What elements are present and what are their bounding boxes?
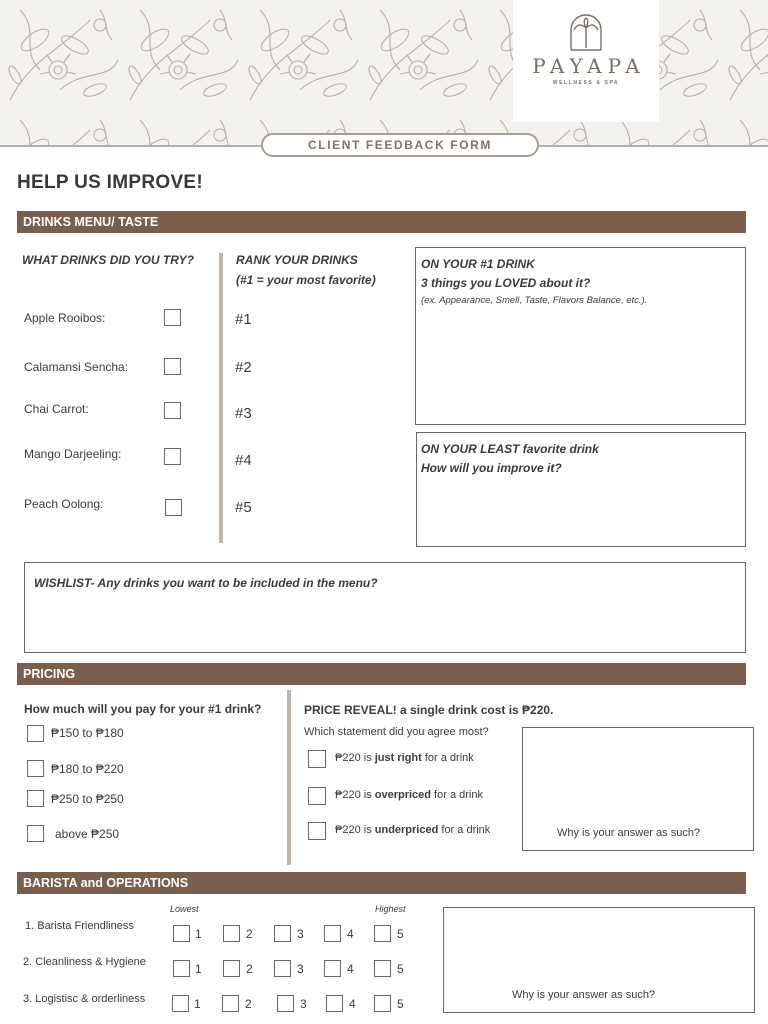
drink-checkbox-calamansi-sencha[interactable] bbox=[164, 358, 181, 375]
drink-checkbox-chai-carrot[interactable] bbox=[164, 402, 181, 419]
rating-checkbox[interactable] bbox=[274, 960, 291, 977]
rating-checkbox[interactable] bbox=[274, 925, 291, 942]
drink-checkbox-apple-rooibos[interactable] bbox=[164, 309, 181, 326]
top-drink-answer-box[interactable] bbox=[415, 247, 746, 425]
drink-label: Calamansi Sencha: bbox=[24, 360, 129, 374]
drink-checkbox-peach-oolong[interactable] bbox=[165, 499, 182, 516]
rating-number: 2 bbox=[246, 927, 253, 941]
criterion-label: 2. Cleanliness & Hygiene bbox=[23, 956, 146, 968]
drink-label: Mango Darjeeling: bbox=[24, 447, 122, 461]
form-title-badge: CLIENT FEEDBACK FORM bbox=[261, 133, 539, 157]
rating-checkbox[interactable] bbox=[173, 960, 190, 977]
rank-slot[interactable]: #3 bbox=[235, 405, 252, 422]
rating-number: 3 bbox=[300, 997, 307, 1011]
rating-number: 3 bbox=[297, 927, 304, 941]
least-drink-subquestion: How will you improve it? bbox=[421, 461, 562, 475]
rating-number: 3 bbox=[297, 962, 304, 976]
rating-checkbox[interactable] bbox=[222, 995, 239, 1012]
pricing-why-prompt: Why is your answer as such? bbox=[557, 827, 701, 839]
statement-checkbox-overpriced[interactable] bbox=[308, 787, 326, 805]
barista-why-prompt: Why is your answer as such? bbox=[512, 989, 656, 1001]
palm-arch-icon bbox=[568, 14, 604, 52]
rating-checkbox[interactable] bbox=[326, 995, 343, 1012]
least-drink-question: ON YOUR LEAST favorite drink bbox=[421, 442, 599, 456]
section-header-barista: BARISTA and OPERATIONS bbox=[17, 872, 746, 894]
rating-checkbox[interactable] bbox=[324, 960, 341, 977]
statement-label: ₱220 is underpriced for a drink bbox=[335, 824, 491, 836]
top-drink-subquestion: 3 things you LOVED about it? bbox=[421, 276, 591, 290]
criterion-label: 3. Logistisc & orderliness bbox=[23, 993, 146, 1005]
rating-checkbox[interactable] bbox=[374, 995, 391, 1012]
rating-checkbox[interactable] bbox=[223, 925, 240, 942]
column-divider bbox=[219, 253, 223, 543]
statement-checkbox-underpriced[interactable] bbox=[308, 822, 326, 840]
criterion-label: 1. Barista Friendliness bbox=[25, 920, 134, 932]
rank-slot[interactable]: #5 bbox=[235, 499, 252, 516]
rating-number: 2 bbox=[245, 997, 252, 1011]
drinks-tried-question: WHAT DRINKS DID YOU TRY? bbox=[22, 253, 195, 267]
drink-label: Apple Rooibos: bbox=[24, 311, 106, 325]
rating-checkbox[interactable] bbox=[173, 925, 190, 942]
rating-number: 4 bbox=[347, 927, 354, 941]
drink-checkbox-mango-darjeeling[interactable] bbox=[164, 448, 181, 465]
rating-checkbox[interactable] bbox=[277, 995, 294, 1012]
rating-number: 4 bbox=[347, 962, 354, 976]
rank-slot[interactable]: #2 bbox=[235, 359, 252, 376]
rating-number: 2 bbox=[246, 962, 253, 976]
rating-number: 4 bbox=[349, 997, 356, 1011]
rank-slot[interactable]: #1 bbox=[235, 311, 252, 328]
drink-label: Chai Carrot: bbox=[24, 402, 89, 416]
price-option-checkbox[interactable] bbox=[27, 725, 44, 742]
column-divider bbox=[287, 690, 291, 865]
rating-checkbox[interactable] bbox=[223, 960, 240, 977]
price-option-checkbox[interactable] bbox=[27, 760, 44, 777]
page-title: HELP US IMPROVE! bbox=[17, 172, 204, 193]
rating-checkbox[interactable] bbox=[374, 960, 391, 977]
price-option-label: ₱250 to ₱250 bbox=[51, 792, 124, 806]
rating-checkbox[interactable] bbox=[172, 995, 189, 1012]
statement-checkbox-just-right[interactable] bbox=[308, 750, 326, 768]
rank-question: RANK YOUR DRINKS bbox=[236, 253, 358, 267]
rating-number: 1 bbox=[195, 962, 202, 976]
rating-number: 1 bbox=[195, 927, 202, 941]
rank-note: (#1 = your most favorite) bbox=[236, 273, 376, 287]
scale-highest-label: Highest bbox=[375, 904, 406, 914]
rating-checkbox[interactable] bbox=[324, 925, 341, 942]
section-header-drinks: DRINKS MENU/ TASTE bbox=[17, 211, 746, 233]
price-option-checkbox[interactable] bbox=[27, 825, 44, 842]
top-drink-hint: (ex. Appearance, Smell, Taste, Flavors Balance, etc.). bbox=[421, 295, 648, 306]
rating-number: 1 bbox=[194, 997, 201, 1011]
rating-checkbox[interactable] bbox=[374, 925, 391, 942]
section-header-pricing: PRICING bbox=[17, 663, 746, 685]
price-option-label: ₱180 to ₱220 bbox=[51, 762, 124, 776]
price-option-label: ₱150 to ₱180 bbox=[51, 726, 124, 740]
price-option-checkbox[interactable] bbox=[27, 790, 44, 807]
wishlist-question: WISHLIST- Any drinks you want to be included in the menu? bbox=[34, 576, 378, 590]
brand-name: PAYAPA bbox=[532, 54, 646, 78]
statement-question: Which statement did you agree most? bbox=[304, 726, 489, 738]
top-drink-question: ON YOUR #1 DRINK bbox=[421, 257, 535, 271]
pay-question: How much will you pay for your #1 drink? bbox=[24, 702, 262, 716]
rank-slot[interactable]: #4 bbox=[235, 452, 252, 469]
price-option-label: above ₱250 bbox=[55, 827, 120, 841]
rating-number: 5 bbox=[397, 997, 404, 1011]
statement-label: ₱220 is just right for a drink bbox=[335, 752, 474, 764]
price-reveal: PRICE REVEAL! a single drink cost is ₱220. bbox=[304, 703, 554, 717]
rating-number: 5 bbox=[397, 927, 404, 941]
brand-subtitle: WELLNESS & SPA bbox=[552, 80, 620, 86]
drink-label: Peach Oolong: bbox=[24, 497, 104, 511]
scale-lowest-label: Lowest bbox=[170, 904, 199, 914]
brand-logo bbox=[513, 0, 659, 122]
statement-label: ₱220 is overpriced for a drink bbox=[335, 789, 483, 801]
rating-number: 5 bbox=[397, 962, 404, 976]
